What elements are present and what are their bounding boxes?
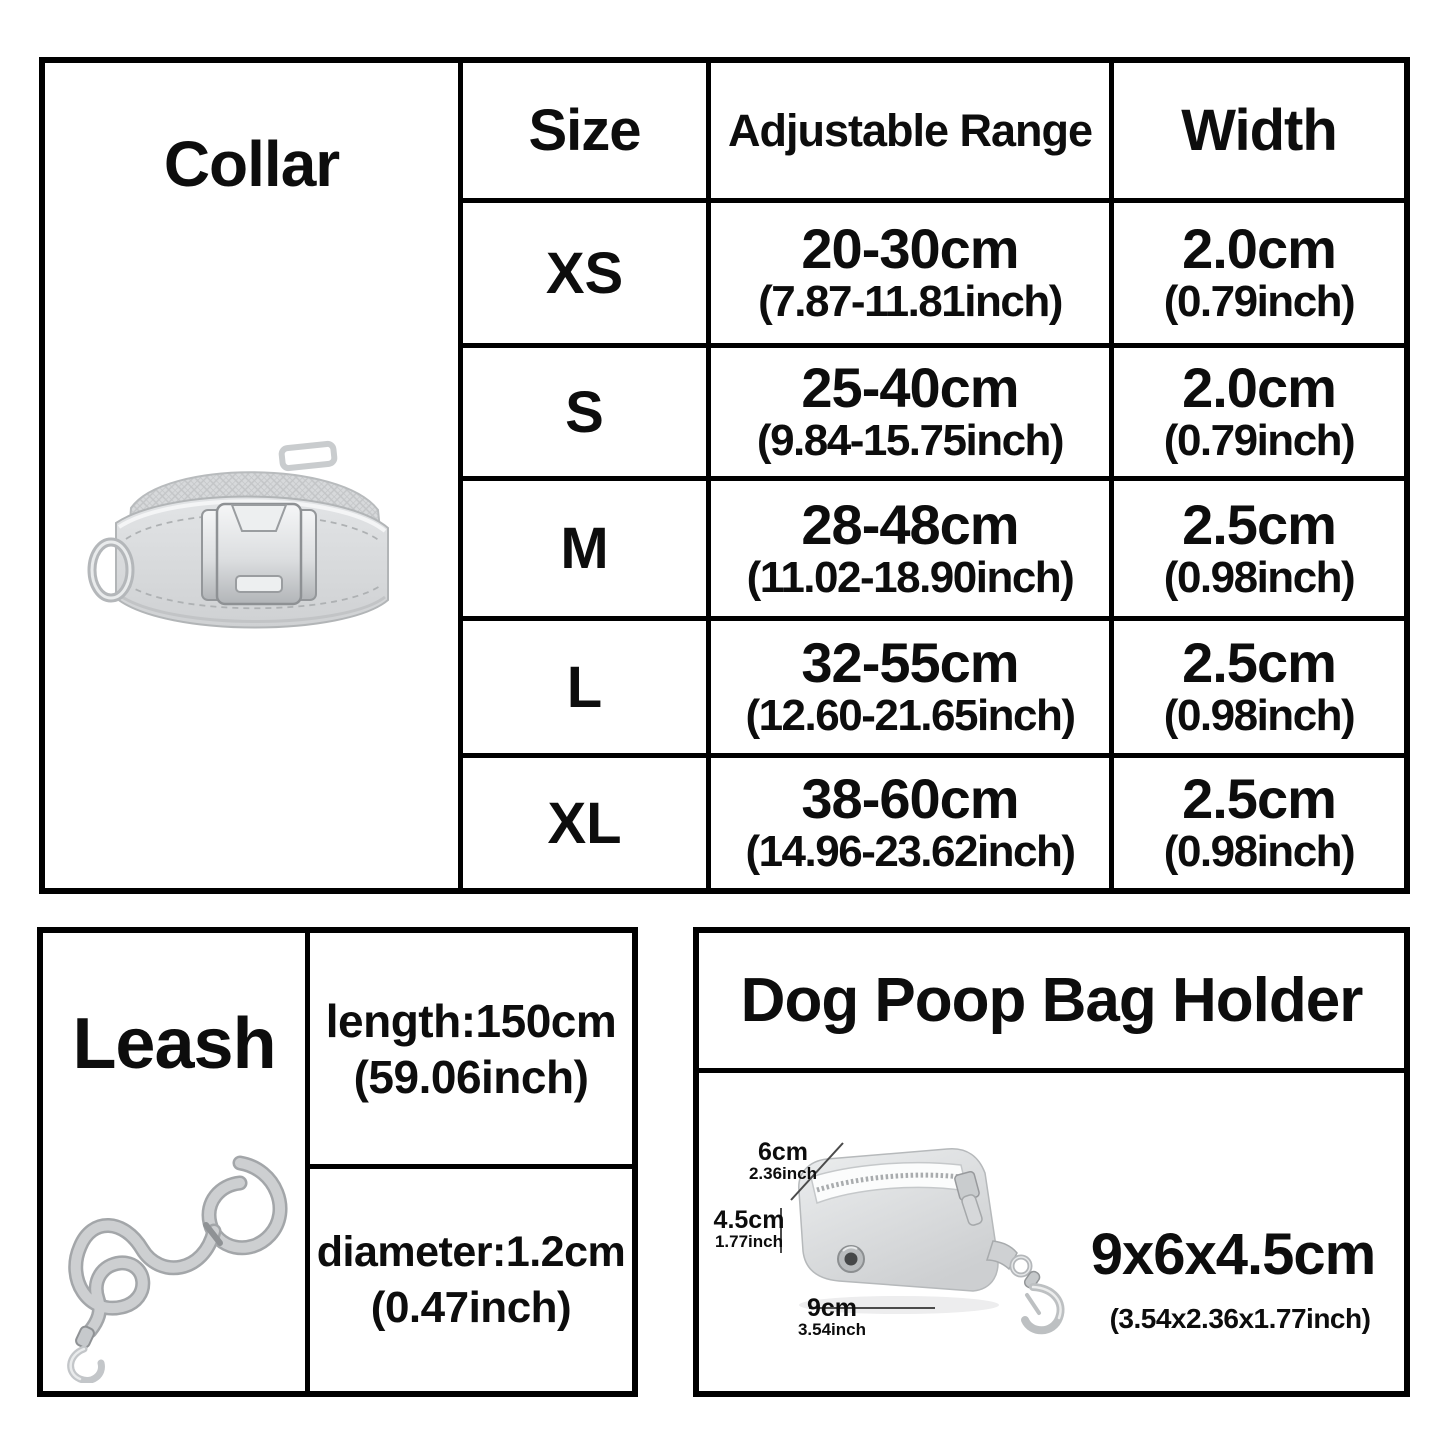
leash-length-cm: length:150cm xyxy=(325,994,617,1047)
width-cm: 2.5cm xyxy=(1182,631,1336,694)
collar-adjuster-loop-icon xyxy=(281,443,335,468)
range-inch: (11.02-18.90inch) xyxy=(746,552,1074,602)
bag-height-dimension xyxy=(699,1207,799,1251)
width-inch: (0.79inch) xyxy=(1163,416,1355,465)
width-inch: (0.79inch) xyxy=(1163,277,1355,326)
leash-diameter-cell xyxy=(310,1169,632,1391)
table-row-l-range xyxy=(711,621,1109,753)
width-cm: 2.5cm xyxy=(1182,767,1336,830)
bag-width-dimension xyxy=(733,1139,833,1183)
range-cm: 38-60cm xyxy=(801,767,1019,830)
bag-height-cm: 4.5cm xyxy=(713,1206,785,1234)
bag-grommet-icon xyxy=(838,1246,864,1272)
range-inch: (9.84-15.75inch) xyxy=(756,416,1064,465)
poop-bag-holder-content xyxy=(699,1073,1404,1391)
range-cm: 20-30cm xyxy=(801,217,1019,280)
bag-size-summary-inch: (3.54x2.36x1.77inch) xyxy=(1109,1303,1371,1334)
leash-length-cell xyxy=(310,933,632,1164)
leash-diameter-inch: (0.47inch) xyxy=(370,1283,572,1332)
leash-label: Leash xyxy=(72,1004,276,1084)
leash-length-inch: (59.06inch) xyxy=(353,1050,589,1103)
table-row-xl-range xyxy=(711,758,1109,888)
leash-spec-box xyxy=(37,927,638,1397)
column-header-adjustable-range: Adjustable Range xyxy=(711,63,1109,198)
table-row-xl-size: XL xyxy=(463,758,706,888)
range-cm: 32-55cm xyxy=(801,631,1019,694)
leash-product-image xyxy=(54,1147,294,1383)
width-inch: (0.98inch) xyxy=(1163,827,1355,876)
table-row-m-width xyxy=(1114,481,1404,616)
bag-width-cm: 6cm xyxy=(757,1138,809,1166)
range-inch: (14.96-23.62inch) xyxy=(745,827,1075,876)
range-inch: (7.87-11.81inch) xyxy=(758,277,1062,326)
width-inch: (0.98inch) xyxy=(1163,691,1355,740)
table-row-s-width xyxy=(1114,348,1404,476)
width-cm: 2.0cm xyxy=(1182,356,1336,419)
table-row-xs-size: XS xyxy=(463,203,706,343)
collar-buckle-icon xyxy=(202,504,316,604)
width-inch: (0.98inch) xyxy=(1163,552,1355,602)
collar-label: Collar xyxy=(163,128,340,200)
table-row-m-size: M xyxy=(463,481,706,616)
column-header-size: Size xyxy=(463,63,706,198)
collar-product-cell xyxy=(45,63,458,888)
table-row-s-range xyxy=(711,348,1109,476)
collar-size-table xyxy=(39,57,1410,894)
width-cm: 2.0cm xyxy=(1182,217,1336,280)
table-row-xs-range xyxy=(711,203,1109,343)
table-row-xs-width xyxy=(1114,203,1404,343)
table-row-l-size: L xyxy=(463,621,706,753)
poop-bag-holder-title: Dog Poop Bag Holder xyxy=(699,933,1404,1068)
bag-size-summary-cm: 9x6x4.5cm xyxy=(1090,1222,1376,1287)
bag-height-inch: 1.77inch xyxy=(714,1232,784,1252)
range-inch: (12.60-21.65inch) xyxy=(745,691,1075,740)
table-row-s-size: S xyxy=(463,348,706,476)
table-row-l-width xyxy=(1114,621,1404,753)
bag-length-inch: 3.54inch xyxy=(797,1320,867,1340)
table-row-xl-width xyxy=(1114,758,1404,888)
column-header-width: Width xyxy=(1114,63,1404,198)
leash-diameter-cm: diameter:1.2cm xyxy=(316,1228,626,1276)
bag-width-inch: 2.36inch xyxy=(748,1164,818,1184)
bag-length-cm: 9cm xyxy=(806,1294,858,1322)
bag-length-dimension xyxy=(777,1295,887,1339)
range-cm: 25-40cm xyxy=(801,356,1019,419)
range-cm: 28-48cm xyxy=(801,492,1019,556)
width-cm: 2.5cm xyxy=(1182,492,1336,556)
leash-product-cell xyxy=(43,933,305,1391)
poop-bag-holder-box xyxy=(693,927,1410,1397)
collar-product-image xyxy=(86,388,416,678)
table-row-m-range xyxy=(711,481,1109,616)
